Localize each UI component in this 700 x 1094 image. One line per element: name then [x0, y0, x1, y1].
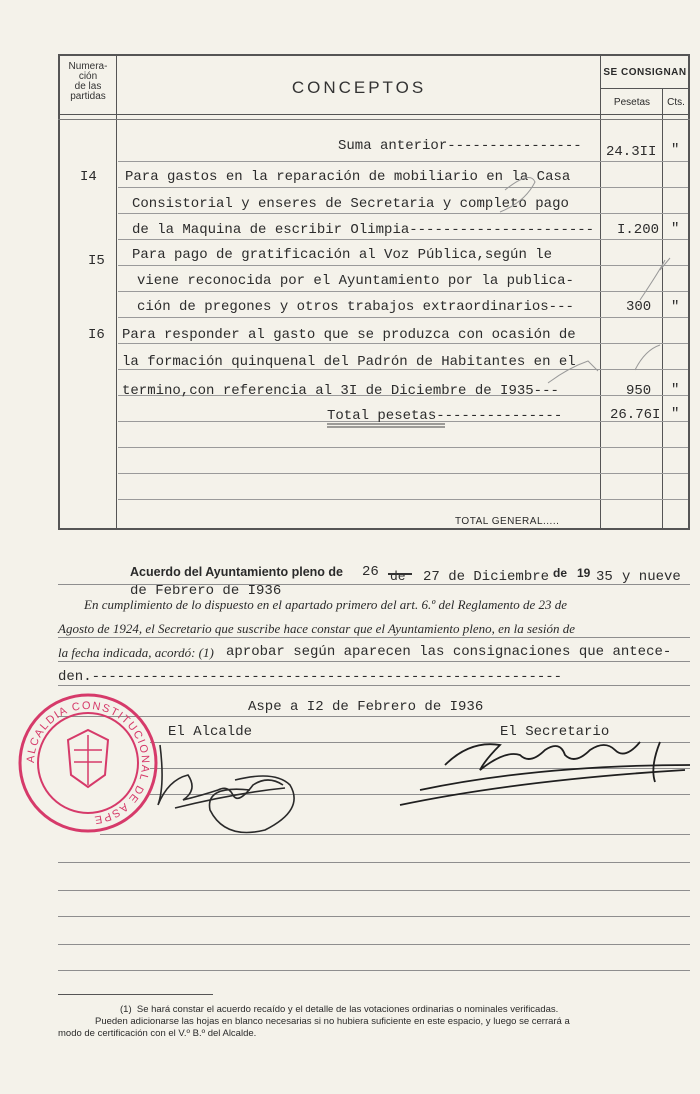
footnote-line: Pueden adicionarse las hojas en blanco necesarias si no hubiera suficiente en este espacio, y luego se cerrará a [95, 1016, 570, 1027]
seal-ring-text: ALCALDIA CONSTITUCIONAL DE ASPE [24, 699, 152, 826]
numeration-header-line: de las [74, 81, 102, 92]
agreement-typed-year: 35 [596, 569, 613, 585]
footnote-line: modo de certificación con el V.º B.º del Alcalde. [58, 1028, 257, 1039]
agreement-resolution: den.-------------------------------------------------------- [58, 669, 563, 685]
row-concept-line: Para pago de gratificación al Voz Pública,según le [132, 247, 553, 263]
numeration-header-line: ción [78, 71, 98, 82]
row-concept-line: ción de pregones y otros trabajos extraordinarios--- [137, 299, 574, 315]
row-concept-line: Total pesetas--------------- [327, 408, 563, 424]
numeration-header-line: partidas [70, 91, 106, 102]
alcalde-signature [158, 745, 294, 833]
agreement-paragraph-line: Agosto de 1924, el Secretario que suscribe hace constar que el Ayuntamiento pleno, en la sesión de [58, 621, 576, 636]
row-number: I4 [80, 169, 97, 185]
row-concept-line: Para gastos en la reparación de mobiliario en la Casa [125, 169, 571, 185]
agreement-day: 26 [362, 564, 379, 580]
row-cts: " [671, 406, 680, 422]
amount-header: SE CONSIGNAN [603, 67, 687, 78]
agreement-paragraph-line: En cumplimiento de lo dispuesto en el apartado primero del art. 6.º del Reglamento de 23 de [84, 597, 568, 612]
row-pesetas: 300 [626, 299, 652, 315]
row-pesetas: 26.76I [610, 407, 661, 423]
agreement-print-year: 19 [577, 566, 591, 580]
agreement-date: 27 de Diciembre [423, 569, 550, 585]
agreement-typed-line2: de Febrero de I936 [130, 583, 282, 599]
place-date: Aspe a I2 de Febrero de I936 [248, 699, 484, 715]
row-pesetas: 24.3II [606, 144, 657, 160]
row-concept-line: de la Maquina de escribir Olimpia---------------------- [132, 222, 595, 238]
row-cts: " [671, 221, 680, 237]
row-pesetas: I.200 [617, 222, 660, 238]
agreement-print-de: de [553, 566, 568, 580]
numeration-header-line: Numera- [68, 61, 108, 72]
agreement-struck-word: de [390, 569, 406, 584]
row-cts: " [671, 299, 680, 315]
secretario-signature [400, 742, 690, 805]
row-concept-line: Consistorial y enseres de Secretaria y completo pago [132, 196, 569, 212]
row-number: I5 [88, 253, 105, 269]
row-cts: " [671, 142, 680, 158]
agreement-label: Acuerdo del Ayuntamiento pleno de [130, 565, 343, 579]
agreement-paragraph-line: la fecha indicada, acordó: (1) [58, 645, 214, 660]
row-concept-line: Para responder al gasto que se produzca con ocasión de [122, 327, 576, 343]
row-cts: " [671, 382, 680, 398]
secretario-label: El Secretario [500, 724, 610, 740]
row-concept-line: Suma anterior---------------- [338, 138, 582, 154]
cts-header: Cts. [667, 97, 685, 108]
pencil-mark [548, 361, 598, 383]
footnote-line: (1) Se hará constar el acuerdo recaído y el detalle de las votaciones ordinarias o nominales verificadas. [120, 1004, 559, 1015]
agreement-resolution: aprobar según aparecen las consignaciones que antece- [226, 644, 672, 660]
alcalde-label: El Alcalde [168, 724, 253, 740]
pencil-mark [500, 178, 535, 213]
row-concept-line: termino,con referencia al 3I de Diciembre de I935--- [122, 383, 559, 399]
row-concept-line: viene reconocida por el Ayuntamiento por la publica- [137, 273, 574, 289]
pencil-mark [635, 345, 660, 370]
agreement-line1-end: y nueve [622, 569, 681, 585]
row-number: I6 [88, 327, 105, 343]
total-general-label: TOTAL GENERAL..... [455, 516, 560, 527]
municipal-seal [20, 695, 156, 831]
pencil-mark [640, 258, 670, 300]
pesetas-header: Pesetas [613, 97, 651, 108]
row-concept-line: la formación quinquenal del Padrón de Habitantes en el [122, 354, 576, 370]
concepts-header: CONCEPTOS [291, 78, 427, 97]
row-pesetas: 950 [626, 383, 652, 399]
